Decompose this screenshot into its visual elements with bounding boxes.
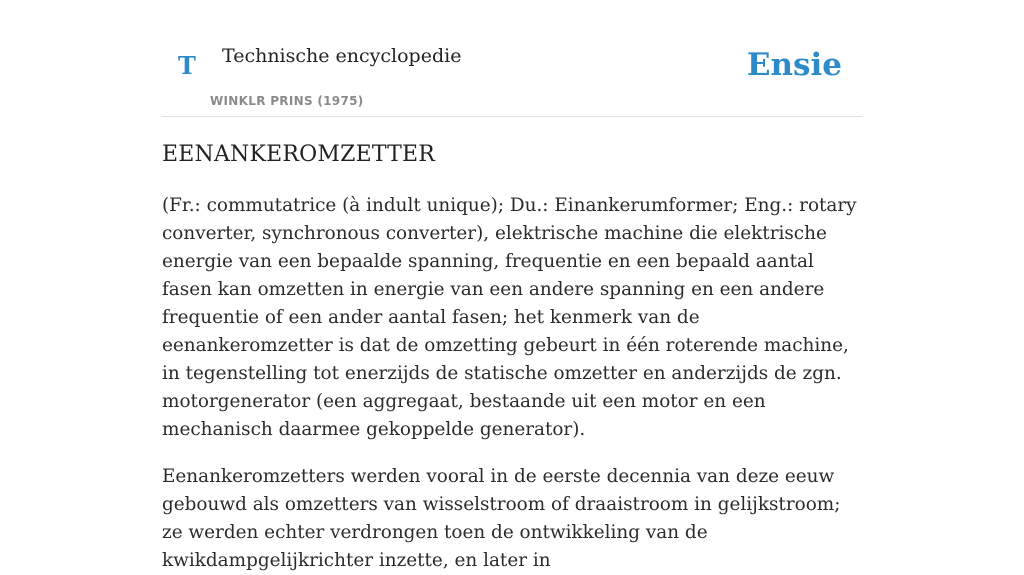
source-header [162, 0, 862, 117]
brand-logo[interactable]: Ensie [746, 47, 842, 83]
article-paragraph: (Fr.: commutatrice (à indult unique); Du.: Einankerumformer; Eng.: rotary converter, synchronous converter), elektrische machine die elektrische energie van een bepaalde spanning, frequentie en een bepaald aantal fasen kan omzetten in energie van een andere spanning en een andere frequentie of een ander aantal fasen; het kenmerk van de eenankeromzetter is dat de omzetting gebeurt in één roterende machine, in tegenstelling tot enerzijds de statische omzetter en anderzijds de zgn. motorgenerator (een aggregaat, bestaande uit een motor en een mechanisch daarmee gekoppelde generator). [162, 195, 857, 440]
article-paragraph: Eenankeromzetters werden vooral in de eerste decennia van deze eeuw gebouwd als omzetters van wisselstroom of draaistroom in gelijkstroom; ze werden echter verdrongen toen de ontwikkeling van de kwikdampgelijkrichter inzette, en later in [162, 466, 841, 571]
article [162, 140, 862, 575]
source-subtitle: WINKLR PRINS (1975) [210, 94, 364, 108]
source-logo-icon[interactable]: T [178, 51, 196, 80]
source-title-link[interactable]: Technische encyclopedie [222, 45, 462, 67]
entry-title: EENANKEROMZETTER [162, 142, 436, 167]
